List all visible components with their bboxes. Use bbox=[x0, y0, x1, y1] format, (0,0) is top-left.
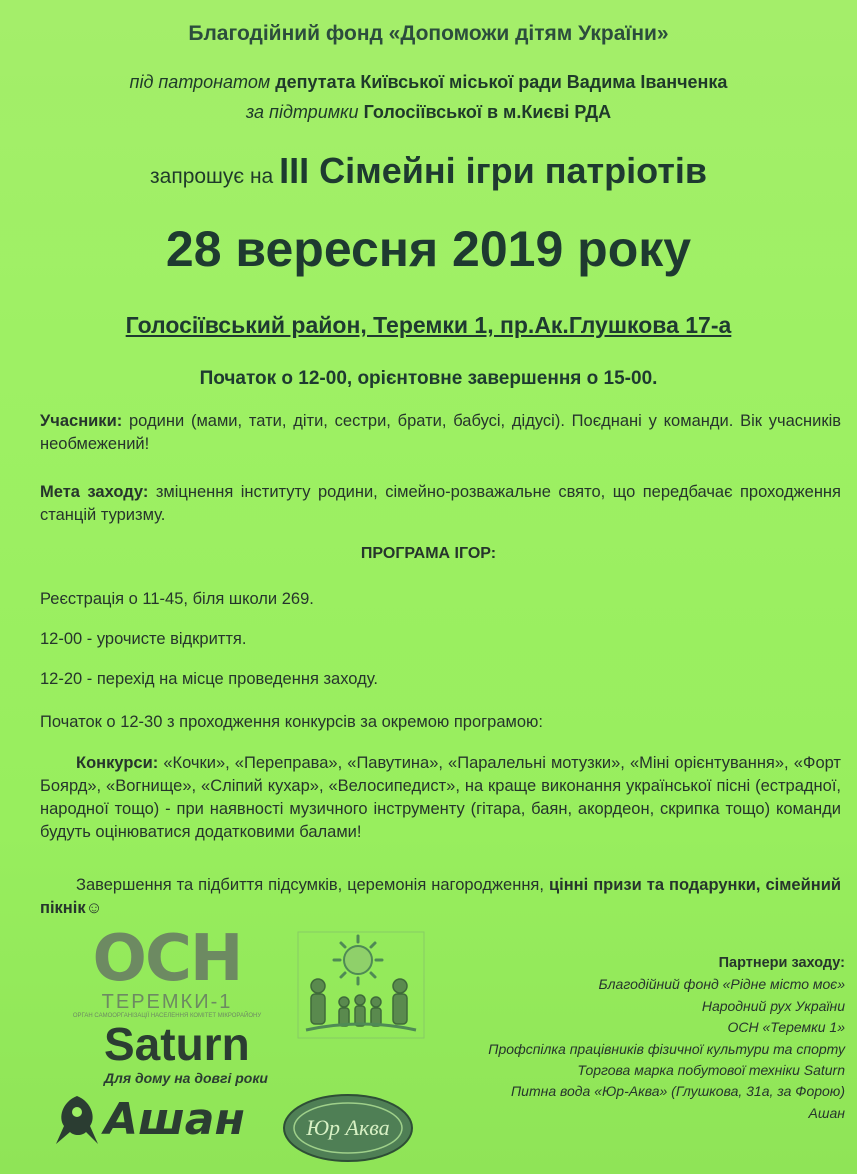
invite-line bbox=[0, 150, 857, 192]
invite-prefix: запрошує на bbox=[150, 165, 274, 188]
final-bold: цінні призи та подарунки, сімейний пікнік☺ bbox=[40, 876, 841, 917]
program-line: Початок о 12-30 з проходження конкурсів за окремою програмою: bbox=[40, 713, 543, 731]
yurakva-logo-icon bbox=[280, 1092, 416, 1164]
goal-text: зміцнення інституту родини, сімейно-розважальне свято, що передбачає проходження станцій туризму. bbox=[40, 483, 841, 524]
final-paragraph bbox=[40, 874, 841, 920]
partners-heading: Партнери заходу: bbox=[718, 955, 845, 971]
program-title: ПРОГРАМА ІГОР: bbox=[360, 545, 497, 562]
final-text: Завершення та підбиття підсумків, церемонія нагородження, bbox=[76, 876, 544, 894]
participants-paragraph bbox=[40, 410, 841, 456]
patronage-prefix: під патронатом bbox=[129, 72, 271, 92]
partner-item: Торгова марка побутової техніки Saturn bbox=[577, 1062, 845, 1079]
event-time: Початок о 12-00, орієнтовне завершення о 15-00. bbox=[199, 368, 658, 389]
program-line: 12-20 - перехід на місце проведення заходу. bbox=[40, 670, 378, 688]
partner-item: Профспілка працівників фізичної культури та спорту bbox=[488, 1040, 845, 1057]
support-prefix: за підтримки bbox=[245, 102, 359, 122]
osn-small-caption: ОРГАН САМООРГАНІЗАЦІЇ НАСЕЛЕННЯ КОМІТЕТ МІКРОРАЙОНУ bbox=[72, 1013, 262, 1019]
partner-item: ОСН «Теремки 1» bbox=[727, 1019, 845, 1036]
event-title: ІІІ Сімейні ігри патріотів bbox=[279, 150, 707, 191]
ashan-bird-icon bbox=[52, 1092, 102, 1146]
organization-title: Благодійний фонд «Допоможи дітям України» bbox=[188, 22, 669, 45]
osn-mark: ОСН bbox=[92, 922, 242, 996]
osn-subtitle: ТЕРЕМКИ-1 bbox=[101, 991, 233, 1013]
patronage-line bbox=[0, 72, 857, 93]
yurakva-wordmark: Юр Аква bbox=[306, 1115, 390, 1140]
saturn-logo bbox=[104, 1018, 304, 1090]
partner-item: Питна вода «Юр-Аква» (Глушкова, 31а, за Форою) bbox=[511, 1083, 845, 1100]
participants-text: родини (мами, тати, діти, сестри, брати, бабусі, дідусі). Поєднані у команди. Вік учасників необмежений! bbox=[40, 412, 841, 453]
event-date: 28 вересня 2019 року bbox=[165, 221, 692, 277]
contests-text: «Кочки», «Переправа», «Павутина», «Паралельні мотузки», «Міні орієнтування», «Форт Боярд», «Вогнище», «Сліпий кухар», «Велосипедист», на краще виконання української пісні (естрадної, народної тощо) - при наявності музичного інструменту (гітара, баян, акордеон, скрипка тощо) команди будуть оцінюватися додатковими балами! bbox=[40, 754, 841, 841]
partner-item: Ашан bbox=[808, 1104, 845, 1121]
saturn-wordmark: Saturn bbox=[104, 1018, 250, 1070]
participants-label: Учасники: bbox=[40, 412, 123, 430]
family-sun-logo-icon bbox=[296, 930, 426, 1040]
program-line: Реєстрація о 11-45, біля школи 269. bbox=[40, 590, 314, 608]
support-line bbox=[0, 102, 857, 123]
contests-paragraph bbox=[40, 752, 841, 844]
ashan-wordmark: Ашан bbox=[104, 1094, 245, 1145]
partners-list bbox=[415, 953, 845, 1124]
osn-teremky-logo bbox=[72, 922, 262, 1024]
ashan-logo bbox=[52, 1092, 245, 1152]
goal-paragraph bbox=[40, 481, 841, 527]
event-address: Голосіївський район, Теремки 1, пр.Ак.Глушкова 17-а bbox=[125, 312, 732, 338]
program-line: 12-00 - урочисте відкриття. bbox=[40, 630, 247, 648]
partner-item: Благодійний фонд «Рідне місто моє» bbox=[598, 976, 845, 993]
patronage-name: депутата Київської міської ради Вадима Іванченка bbox=[275, 72, 728, 92]
goal-label: Мета заходу: bbox=[40, 483, 149, 501]
partner-item: Народний рух України bbox=[701, 997, 845, 1014]
contests-label: Конкурси: bbox=[76, 754, 159, 772]
support-name: Голосіївської в м.Києві РДА bbox=[363, 102, 612, 122]
saturn-slogan: Для дому на довгі роки bbox=[104, 1070, 268, 1086]
